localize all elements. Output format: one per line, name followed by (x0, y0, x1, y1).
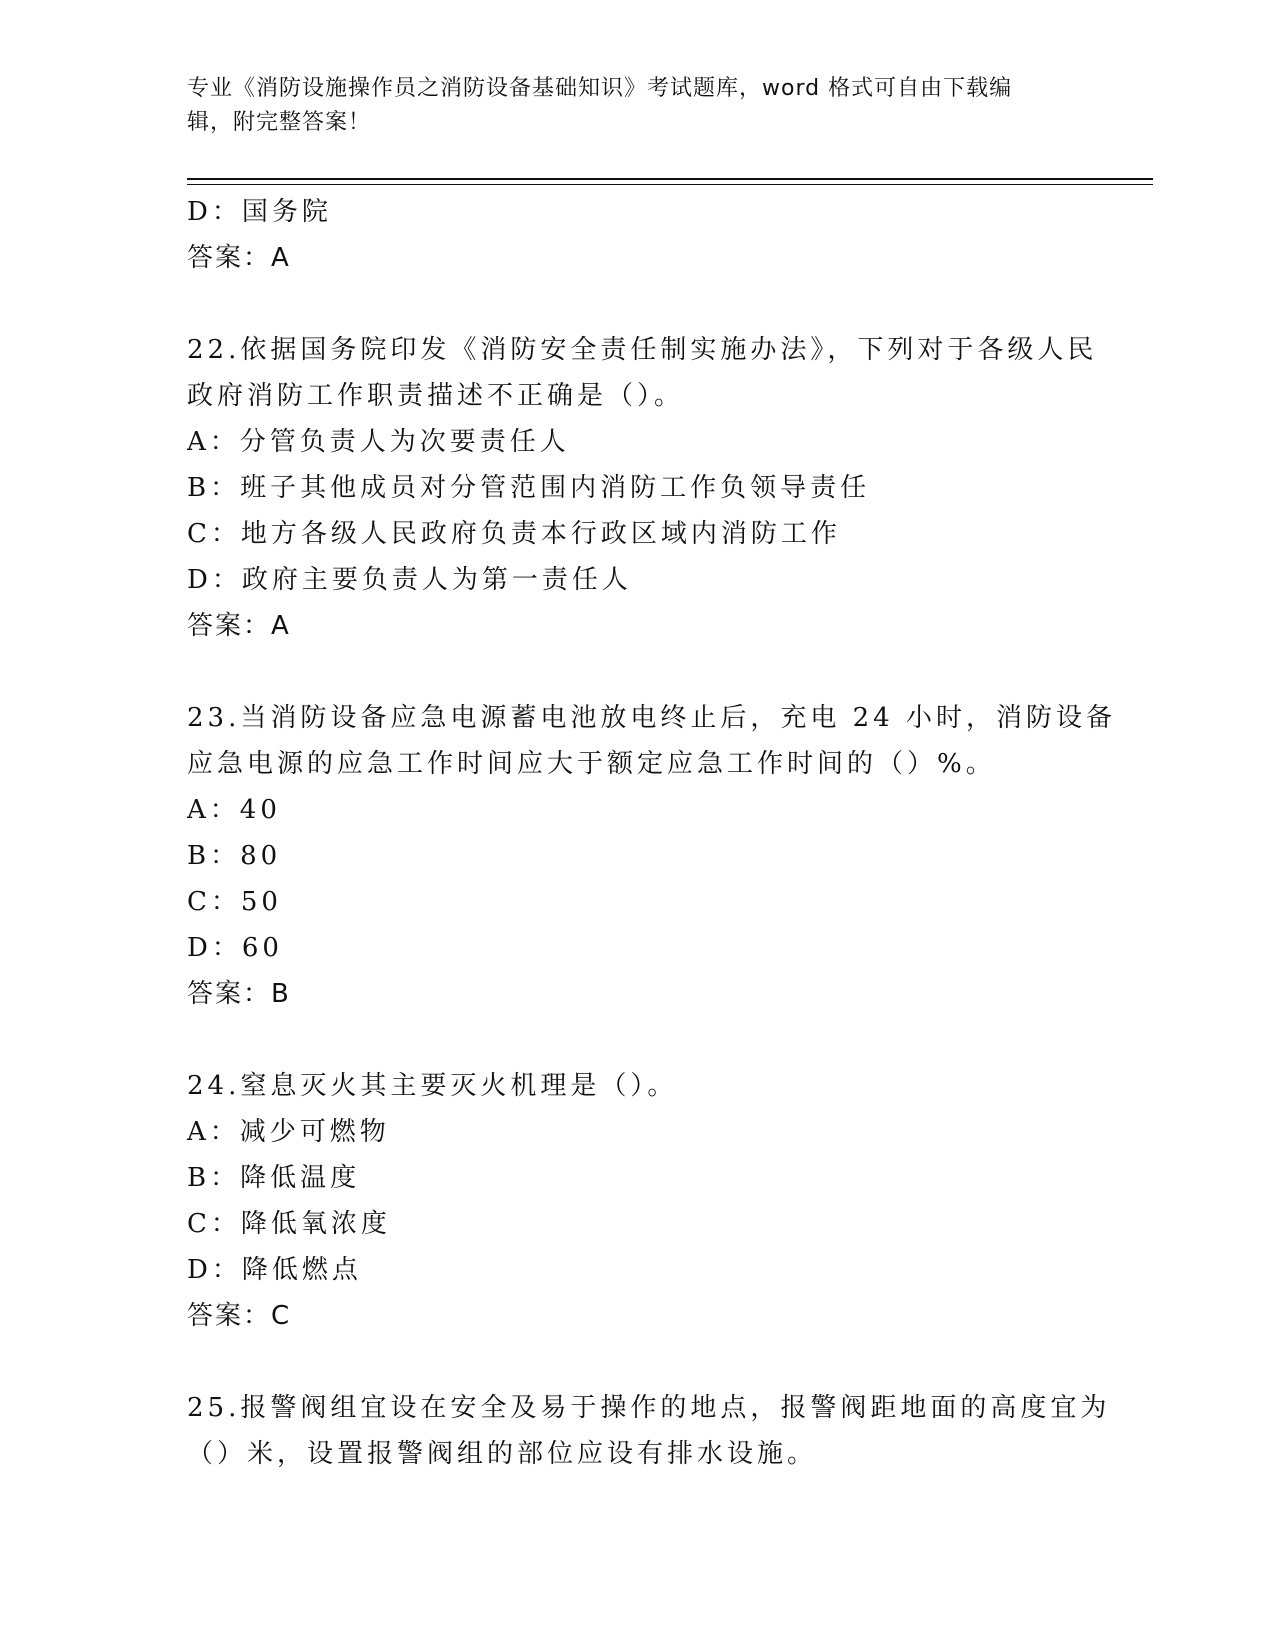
option-c: C：50 (187, 887, 282, 917)
spacer (187, 281, 1087, 327)
question-stem-line-1: 24.窒息灭火其主要灭火机理是（）。 (187, 1071, 678, 1101)
answer-line: 答案：B (187, 979, 291, 1009)
option-d: D：国务院 (187, 197, 332, 227)
header-line-2: 辑，附完整答案！ (187, 110, 372, 135)
option-c: C：地方各级人民政府负责本行政区域内消防工作 (187, 519, 841, 549)
question-stem-line-1: 25.报警阀组宜设在安全及易于操作的地点，报警阀距地面的高度宜为 (187, 1393, 1111, 1423)
option-d: D：60 (187, 933, 283, 963)
question-stem-line-2: （）米，设置报警阀组的部位应设有排水设施。 (187, 1439, 818, 1469)
answer-line: 答案：A (187, 243, 291, 273)
option-b: B：班子其他成员对分管范围内消防工作负领导责任 (187, 473, 871, 503)
question-stem-line-2: 政府消防工作职责描述不正确是（）。 (187, 381, 685, 411)
option-c: C：降低氧浓度 (187, 1209, 391, 1239)
answer-line: 答案：A (187, 611, 291, 641)
question-21-tail (187, 189, 1087, 281)
option-d: D：降低燃点 (187, 1255, 362, 1285)
header-rule-thick (187, 178, 1153, 180)
question-25 (187, 1385, 1111, 1477)
question-23 (187, 695, 1116, 1017)
spacer (187, 1017, 1087, 1063)
question-stem-line-1: 22.依据国务院印发《消防安全责任制实施办法》，下列对于各级人民 (187, 335, 1098, 365)
option-a: A：减少可燃物 (187, 1117, 390, 1147)
question-stem-line-1: 23.当消防设备应急电源蓄电池放电终止后，充电 24 小时，消防设备 (187, 703, 1116, 733)
header-line-1: 专业《消防设施操作员之消防设备基础知识》考试题库，word 格式可自由下载编 (187, 76, 1013, 101)
question-list (187, 189, 1116, 1477)
option-b: B：80 (187, 841, 282, 871)
question-24 (187, 1063, 1087, 1339)
option-d: D：政府主要负责人为第一责任人 (187, 565, 632, 595)
question-22 (187, 327, 1098, 649)
header-rule-thin (187, 184, 1153, 185)
option-a: A：40 (187, 795, 281, 825)
option-a: A：分管负责人为次要责任人 (187, 427, 570, 457)
page-header (187, 72, 1087, 140)
answer-line: 答案：C (187, 1301, 292, 1331)
question-stem-line-2: 应急电源的应急工作时间应大于额定应急工作时间的（）%。 (187, 749, 996, 779)
option-b: B：降低温度 (187, 1163, 361, 1193)
spacer (187, 1339, 1087, 1385)
spacer (187, 649, 1087, 695)
